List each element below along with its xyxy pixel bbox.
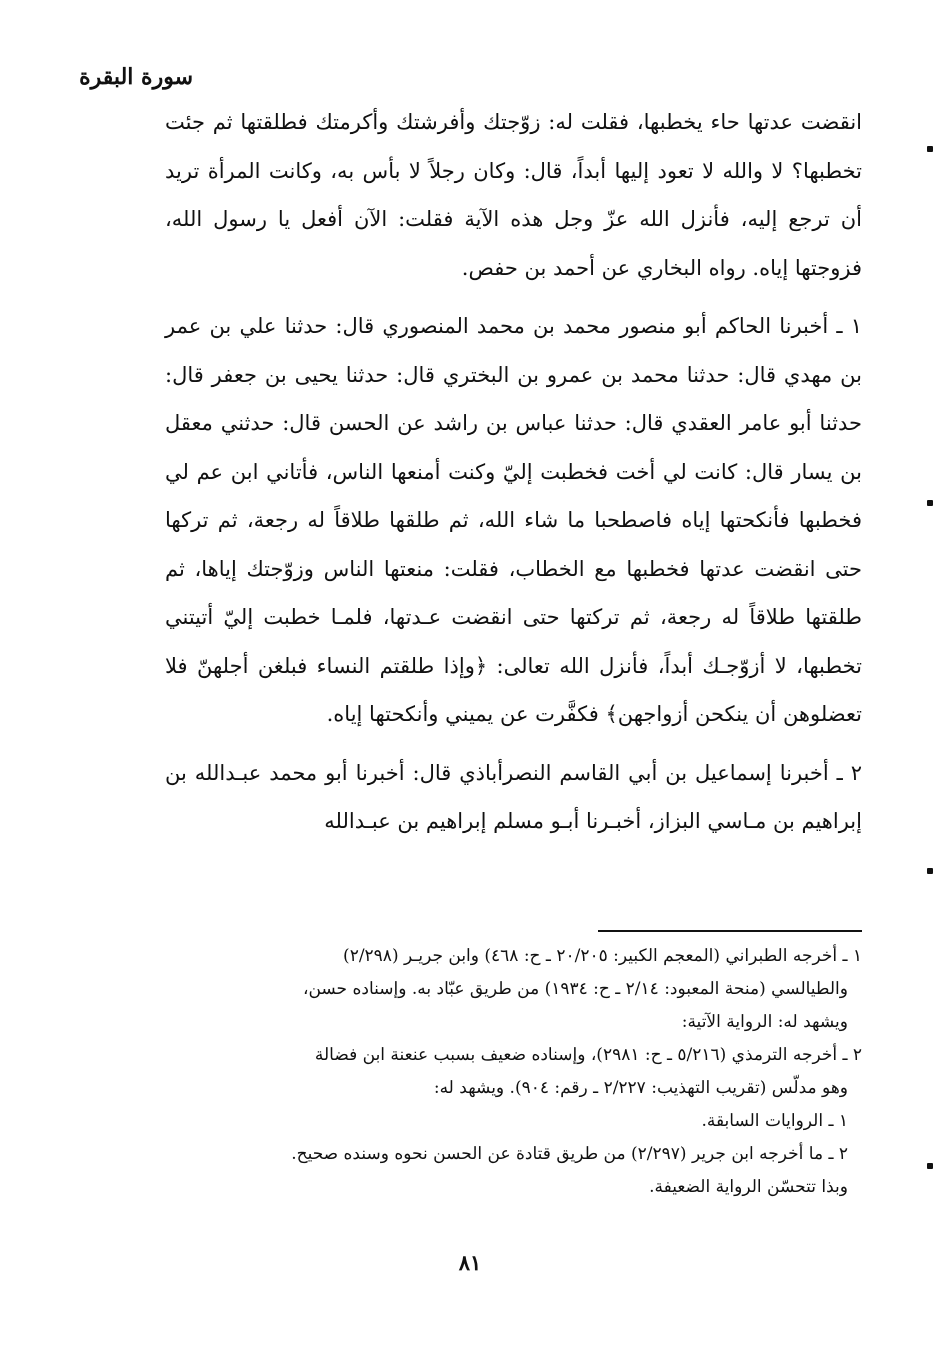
main-text [165, 98, 862, 856]
footnote-3-line-2: وبذا تتحسّن الرواية الضعيفة. [649, 1177, 848, 1197]
footnote-divider [598, 930, 862, 932]
scan-edge-mark [927, 868, 933, 874]
paragraph-hadith-2: ٢ ـ أخبرنا إسماعيل بن أبي القاسم النصرأباذي قال: أخبرنا أبو محمد عبـدالله بن إبراهيم بن مـاسي البزاز، أخبـرنا أبـو مسلم إبراهيم بن عبـدالله [165, 760, 862, 833]
footnote-2-lead: ٢ ـ أخرجه الترمذي (٥/٢١٦ ـ ح: ٢٩٨١)، وإسناده ضعيف بسبب عنعنة ابن فضالة [314, 1045, 862, 1065]
scan-edge-mark [927, 146, 933, 152]
footnotes [165, 940, 862, 1204]
scan-edge-mark [927, 500, 933, 506]
paragraph-continuation: انقضت عدتها حاء يخطبها، فقلت له: زوّجتك وأفرشتك وأكرمتك فطلقتها ثم جئت تخطبها؟ لا والله لا تعود إليها أبداً، قال: وكان رجلاً لا بأس به، وكانت المرأة تريد أن ترجع إليه، فأنزل الله عزّ وجل هذه الآية فقلت: الآن أفعل يا رسول الله، فزوجتها إياه. رواه البخاري عن أحمد بن حفص. [165, 110, 862, 280]
footnote-2 [165, 1039, 862, 1138]
page-header-surah-title: سورة البقرة [79, 64, 193, 90]
footnote-3-lead: ٢ ـ ما أخرجه ابن جرير (٢/٢٩٧) من طريق قتادة عن الحسن نحوه وسنده صحيح. [291, 1144, 848, 1164]
footnote-1-line-3: ويشهد له: الرواية الآتية: [681, 1012, 848, 1032]
footnote-1-line-2: والطيالسي (منحة المعبود: ٢/١٤ ـ ح: ١٩٣٤) من طريق عبّاد به. وإسناده حسن، [302, 979, 848, 999]
page-number: ٨١ [458, 1250, 482, 1275]
footnote-2-line-2: وهو مدلّس (تقريب التهذيب: ٢/٢٢٧ ـ رقم: ٩٠٤). ويشهد له: [433, 1078, 848, 1098]
footnote-1-lead: ١ ـ أخرجه الطبراني (المعجم الكبير: ٢٠/٢٠٥ ـ ح: ٤٦٨) وابن جريـر (٢/٢٩٨) [343, 946, 862, 966]
paragraph-hadith-1: ١ ـ أخبرنا الحاكم أبو منصور محمد بن محمد المنصوري قال: حدثنا علي بن عمر بن مهدي قال: حدثنا محمد بن عمرو بن البختري قال: حدثنا يحيى بن جعفر قال: حدثنا أبو عامر العقدي قال: حدثنا عباس بن راشد عن الحسن قال: حدثني معقل بن يسار قال: كانت لي أخت فخطبت إليّ وكنت أمنعها الناس، فأتاني ابن عم لي فخطبها فأنكحتها إياه فاصطحبا ما شاء الله، ثم طلقها طلاقاً له رجعة، ثم تركها حتى انقضت عدتها فخطبها مع الخطاب، فقلت: منعتها الناس وزوّجتك إياها، ثم طلقتها طلاقاً له رجعة، ثم تركتها حتى انقضت عـدتها، فلمـا خطبت إليّ أتيتني تخطبها، لا أزوّجـك أبداً، فأنزل الله تعالى: ﴿وإذا طلقتم النساء فبلغن أجلهنّ فلا تعضلوهن أن ينكحن أزواجهن﴾ فكفَّرت عن يميني وأنكحتها إياه. [165, 314, 862, 726]
scan-edge-mark [927, 1163, 933, 1169]
footnote-2-line-3: ١ ـ الروايات السابقة. [701, 1111, 848, 1131]
footnote-3 [165, 1138, 862, 1204]
footnote-1 [165, 940, 862, 1039]
